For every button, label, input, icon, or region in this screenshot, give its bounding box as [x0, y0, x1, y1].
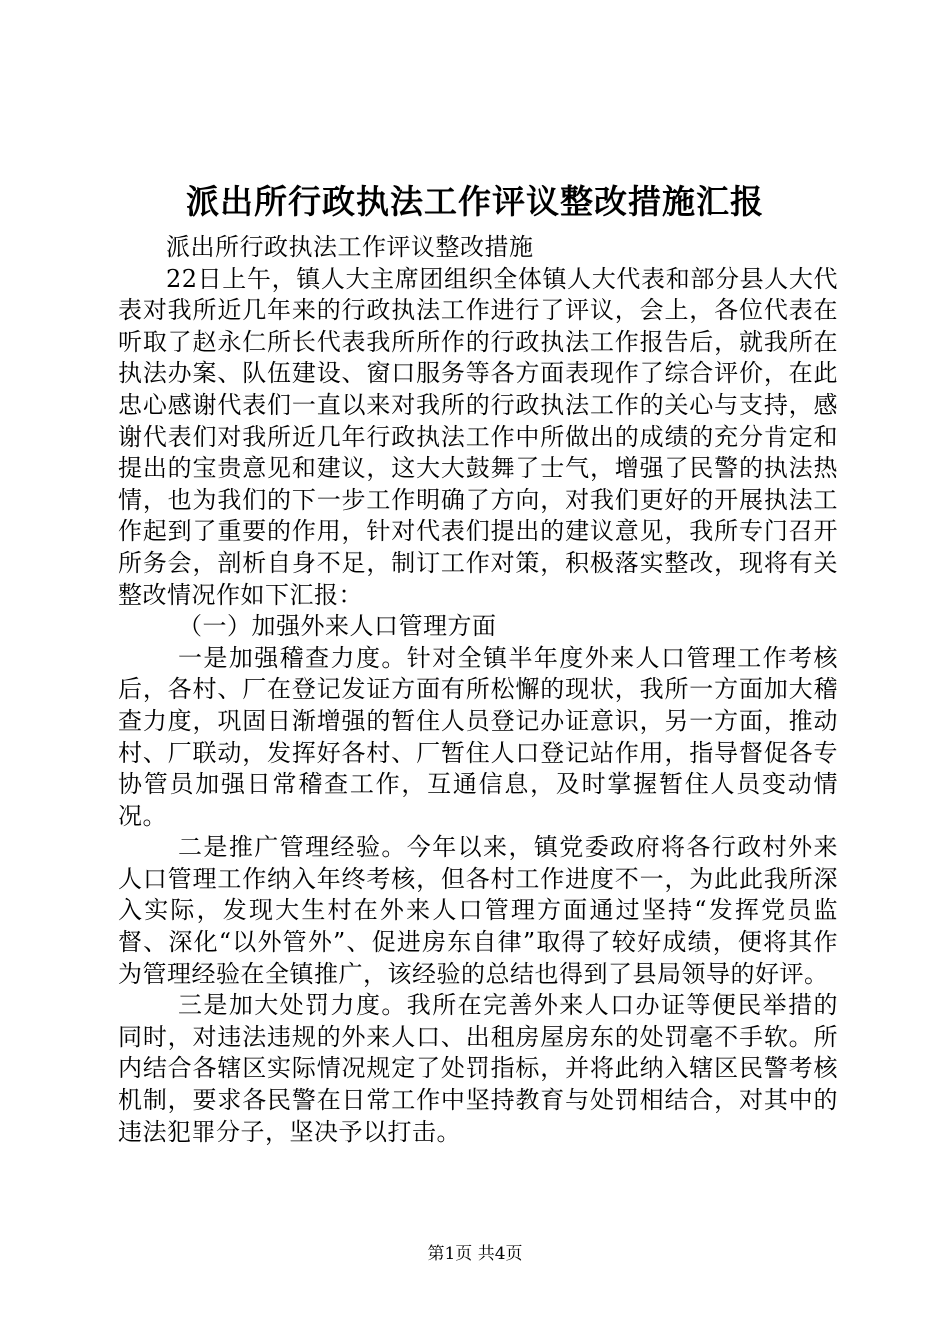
section-heading: （一）加强外来人口管理方面 [178, 612, 497, 641]
document-subtitle: 派出所行政执法工作评议整改措施 [166, 233, 534, 261]
paragraph-item-3: 三是加大处罚力度。我所在完善外来人口办证等便民举措的同时，对违法违规的外来人口、出租房屋房东的处罚毫不手软。所内结合各辖区实际情况规定了处罚指标，并将此纳入辖区民警考核机制，要求各民警在日常工作中坚持教育与处罚相结合，对其中的违法犯罪分子，坚决予以打击。 [118, 991, 838, 1146]
document-body [118, 232, 838, 1148]
page-number-footer: 第1页 共4页 [427, 1244, 523, 1264]
paragraph-intro: 22日上午，镇人大主席团组织全体镇人大代表和部分县人大代表对我所近几年来的行政执法工作进行了评议，会上，各位代表在听取了赵永仁所长代表我所所作的行政执法工作报告后，就我所在执法办案、队伍建设、窗口服务等各方面表现作了综合评价，在此忠心感谢代表们一直以来对我所的行政执法工作的关心与支持，感谢代表们对我所近几年行政执法工作中所做出的成绩的充分肯定和提出的宝贵意见和建议，这大大鼓舞了士气，增强了民警的执法热情，也为我们的下一步工作明确了方向，对我们更好的开展执法工作起到了重要的作用，针对代表们提出的建议意见，我所专门召开所务会，剖析自身不足，制订工作对策，积极落实整改，现将有关整改情况作如下汇报： [118, 264, 838, 609]
document-title: 派出所行政执法工作评议整改措施汇报 [186, 182, 764, 221]
paragraph-item-1: 一是加强稽查力度。针对全镇半年度外来人口管理工作考核后，各村、厂在登记发证方面有所松懈的现状，我所一方面加大稽查力度，巩固日渐增强的暂住人员登记办证意识，另一方面，推动村、厂联动，发挥好各村、厂暂住人口登记站作用，指导督促各专协管员加强日常稽查工作，互通信息，及时掌握暂住人员变动情况。 [118, 643, 838, 830]
paragraph-item-2: 二是推广管理经验。今年以来，镇党委政府将各行政村外来人口管理工作纳入年终考核，但各村工作进度不一，为此此我所深入实际，发现大生村在外来人口管理方面通过坚持“发挥党员监督、深化“以外管外”、促进房东自律”取得了较好成绩，便将其作为管理经验在全镇推广，该经验的总结也得到了县局领导的好评。 [118, 833, 838, 988]
